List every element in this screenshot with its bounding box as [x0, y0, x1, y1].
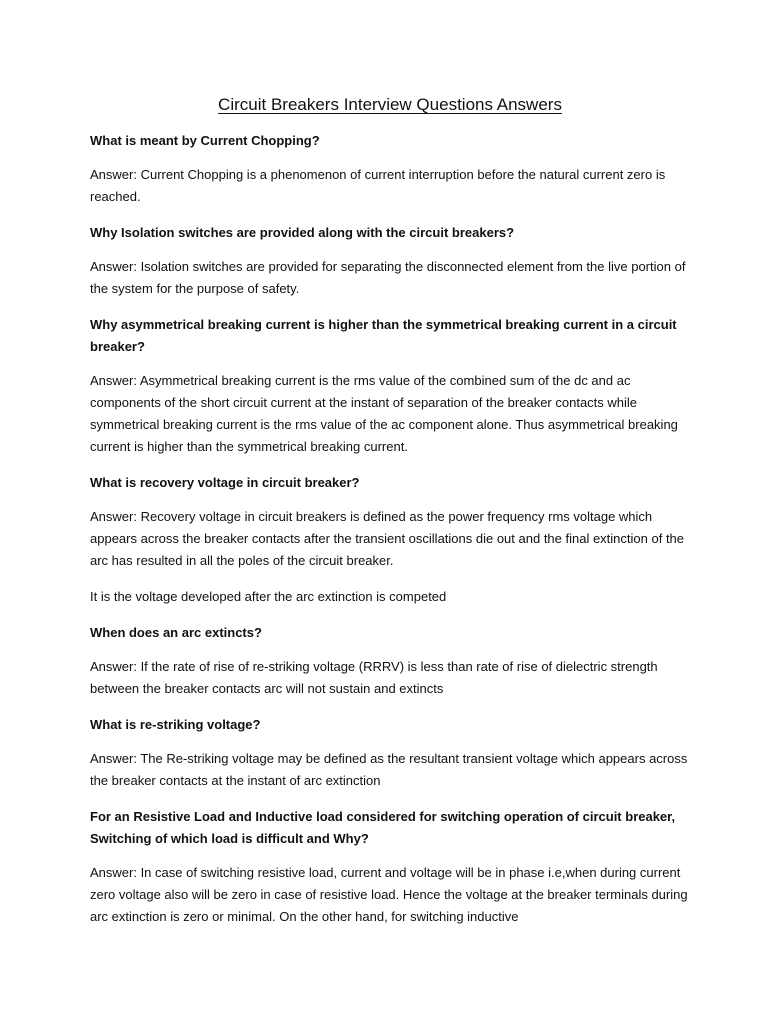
- qa-item-4: [90, 472, 690, 608]
- qa-item-1: [90, 130, 690, 208]
- document-page: [90, 92, 690, 942]
- answer-note-text: It is the voltage developed after the arc extinction is competed: [90, 589, 447, 604]
- answer-text: Answer: Asymmetrical breaking current is the rms value of the combined sum of the dc and ac components of the short circuit current at the instant of separation of the breaker contacts while symmetrical breaking current is the rms value of the ac component alone. Thus asymmetrical breaking current is higher than the symmetrical breaking current.: [90, 373, 678, 454]
- qa-item-6: [90, 714, 690, 792]
- answer-text: Answer: Isolation switches are provided for separating the disconnected element from the live portion of the system for the purpose of safety.: [90, 259, 686, 296]
- answer-text: Answer: Recovery voltage in circuit breakers is defined as the power frequency rms voltage which appears across the breaker contacts after the transient oscillations die out and the final extinction of the arc has resulted in all the poles of the circuit breaker.: [90, 509, 685, 568]
- question-text: What is meant by Current Chopping?: [90, 133, 320, 148]
- question-text: What is re-striking voltage?: [90, 717, 261, 732]
- qa-item-5: [90, 622, 690, 700]
- question-text: Why Isolation switches are provided along with the circuit breakers?: [90, 225, 515, 240]
- question-text: For an Resistive Load and Inductive load considered for switching operation of circuit breaker, Switching of which load is difficult and Why?: [90, 809, 676, 846]
- answer-text: Answer: Current Chopping is a phenomenon of current interruption before the natural current zero is reached.: [90, 167, 666, 204]
- page-title: Circuit Breakers Interview Questions Answers: [218, 95, 562, 114]
- qa-item-2: [90, 222, 690, 300]
- answer-text: Answer: In case of switching resistive load, current and voltage will be in phase i.e,when during current zero voltage also will be zero in case of resistive load. Hence the voltage at the breaker terminals during arc extinction is zero or minimal. On the other hand, for switching inductive: [90, 865, 688, 924]
- question-text: What is recovery voltage in circuit breaker?: [90, 475, 360, 490]
- question-text: When does an arc extincts?: [90, 625, 262, 640]
- answer-text: Answer: If the rate of rise of re-striking voltage (RRRV) is less than rate of rise of dielectric strength between the breaker contacts arc will not sustain and extincts: [90, 659, 658, 696]
- answer-text: Answer: The Re-striking voltage may be defined as the resultant transient voltage which appears across the breaker contacts at the instant of arc extinction: [90, 751, 688, 788]
- qa-item-7: [90, 806, 690, 928]
- question-text: Why asymmetrical breaking current is higher than the symmetrical breaking current in a circuit breaker?: [90, 317, 677, 354]
- qa-item-3: [90, 314, 690, 458]
